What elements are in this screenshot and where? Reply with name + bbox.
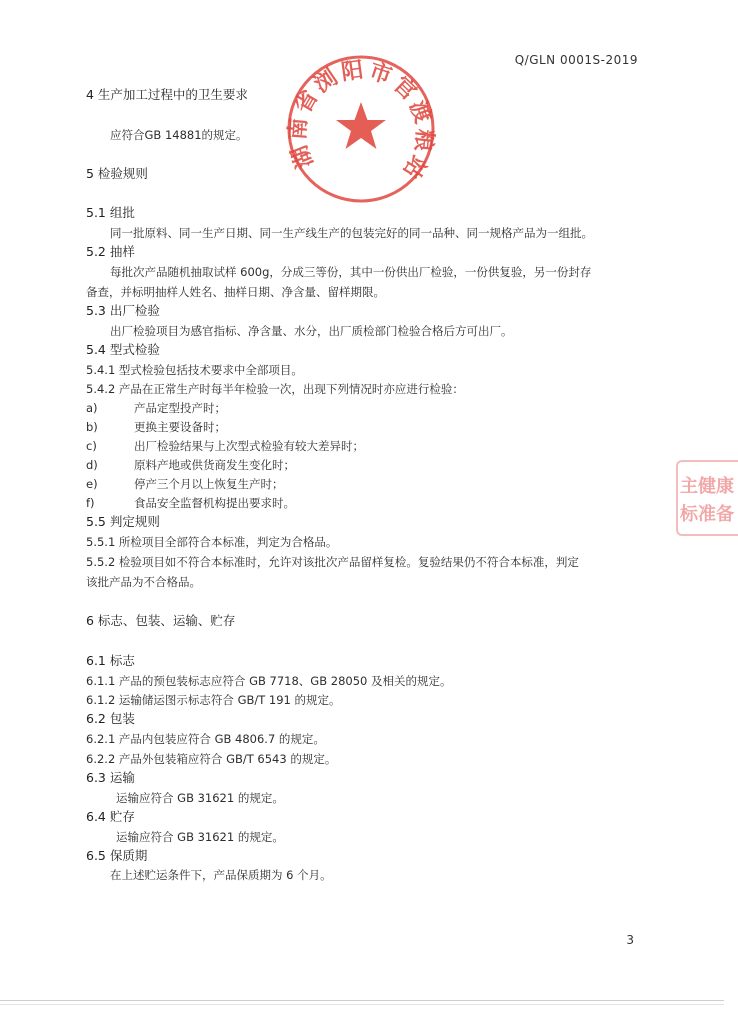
company-seal-stamp bbox=[284, 52, 438, 206]
section-5-2-body-line2: 备查，并标明抽样人姓名、抽样日期、净含量、留样期限。 bbox=[86, 285, 385, 299]
seal-star-icon bbox=[336, 102, 386, 149]
section-6-heading: 6 标志、包装、运输、贮存 bbox=[86, 613, 236, 628]
section-6-2-2: 6.2.2 产品外包装箱应符合 GB/T 6543 的规定。 bbox=[86, 752, 337, 766]
section-5-5-2-line2: 该批产品为不合格品。 bbox=[86, 575, 201, 589]
seal-text: 湖南省浏阳市官渡粮站 bbox=[285, 57, 437, 183]
list-item-marker: c) bbox=[86, 439, 97, 453]
section-6-2-heading: 6.2 包装 bbox=[86, 711, 135, 726]
section-4-body: 应符合GB 14881的规定。 bbox=[110, 128, 248, 142]
section-6-4-heading: 6.4 贮存 bbox=[86, 809, 135, 824]
section-6-5-body: 在上述贮运条件下，产品保质期为 6 个月。 bbox=[110, 868, 332, 882]
section-5-heading: 5 检验规则 bbox=[86, 166, 148, 181]
list-item-marker: d) bbox=[86, 458, 98, 472]
section-6-1-2: 6.1.2 运输储运图示标志符合 GB/T 191 的规定。 bbox=[86, 693, 341, 707]
section-5-5-2-line1: 5.5.2 检验项目如不符合本标准时，允许对该批次产品留样复检。复验结果仍不符合本标准，判定 bbox=[86, 555, 579, 569]
section-6-2-1: 6.2.1 产品内包装应符合 GB 4806.7 的规定。 bbox=[86, 732, 325, 746]
list-item-marker: a) bbox=[86, 401, 98, 415]
list-item: 更换主要设备时； bbox=[134, 420, 226, 434]
list-item: 食品安全监督机构提出要求时。 bbox=[134, 496, 295, 510]
list-item-marker: b) bbox=[86, 420, 98, 434]
list-item-marker: f) bbox=[86, 496, 95, 510]
bottom-scan-line bbox=[0, 1000, 724, 1001]
page-number: 3 bbox=[626, 933, 634, 947]
list-item: 原料产地或供货商发生变化时； bbox=[134, 458, 295, 472]
section-5-1-body: 同一批原料、同一生产日期、同一生产线生产的包装完好的同一品种、同一规格产品为一组批。 bbox=[110, 226, 593, 240]
list-item: 产品定型投产时； bbox=[134, 401, 226, 415]
bottom-scan-line bbox=[0, 1004, 724, 1005]
list-item: 出厂检验结果与上次型式检验有较大差异时； bbox=[134, 439, 364, 453]
section-6-1-heading: 6.1 标志 bbox=[86, 653, 135, 668]
section-6-1-1: 6.1.1 产品的预包装标志应符合 GB 7718、GB 28050 及相关的规定。 bbox=[86, 674, 452, 688]
section-5-1-heading: 5.1 组批 bbox=[86, 205, 135, 220]
section-6-3-heading: 6.3 运输 bbox=[86, 770, 135, 785]
document-code: Q/GLN 0001S-2019 bbox=[514, 53, 638, 67]
list-item: 停产三个月以上恢复生产时； bbox=[134, 477, 284, 491]
section-5-3-body: 出厂检验项目为感官指标、净含量、水分，出厂质检部门检验合格后方可出厂。 bbox=[110, 324, 513, 338]
section-6-4-body: 运输应符合 GB 31621 的规定。 bbox=[116, 830, 284, 844]
section-5-4-heading: 5.4 型式检验 bbox=[86, 342, 160, 357]
section-6-5-heading: 6.5 保质期 bbox=[86, 848, 148, 863]
section-5-2-body-line1: 每批次产品随机抽取试样 600g，分成三等份，其中一份供出厂检验，一份供复验，另一份封存 bbox=[110, 265, 592, 279]
section-5-2-heading: 5.2 抽样 bbox=[86, 244, 135, 259]
section-5-5-1: 5.5.1 所检项目全部符合本标准，判定为合格品。 bbox=[86, 535, 338, 549]
side-stamp: 主健康 标准备 bbox=[676, 460, 724, 532]
section-5-4-2: 5.4.2 产品在正常生产时每半年检验一次，出现下列情况时亦应进行检验： bbox=[86, 382, 464, 396]
list-item-marker: e) bbox=[86, 477, 98, 491]
section-5-4-1: 5.4.1 型式检验包括技术要求中全部项目。 bbox=[86, 363, 303, 377]
section-5-5-heading: 5.5 判定规则 bbox=[86, 514, 160, 529]
section-6-3-body: 运输应符合 GB 31621 的规定。 bbox=[116, 791, 284, 805]
section-5-3-heading: 5.3 出厂检验 bbox=[86, 303, 160, 318]
section-4-heading: 4 生产加工过程中的卫生要求 bbox=[86, 87, 248, 102]
